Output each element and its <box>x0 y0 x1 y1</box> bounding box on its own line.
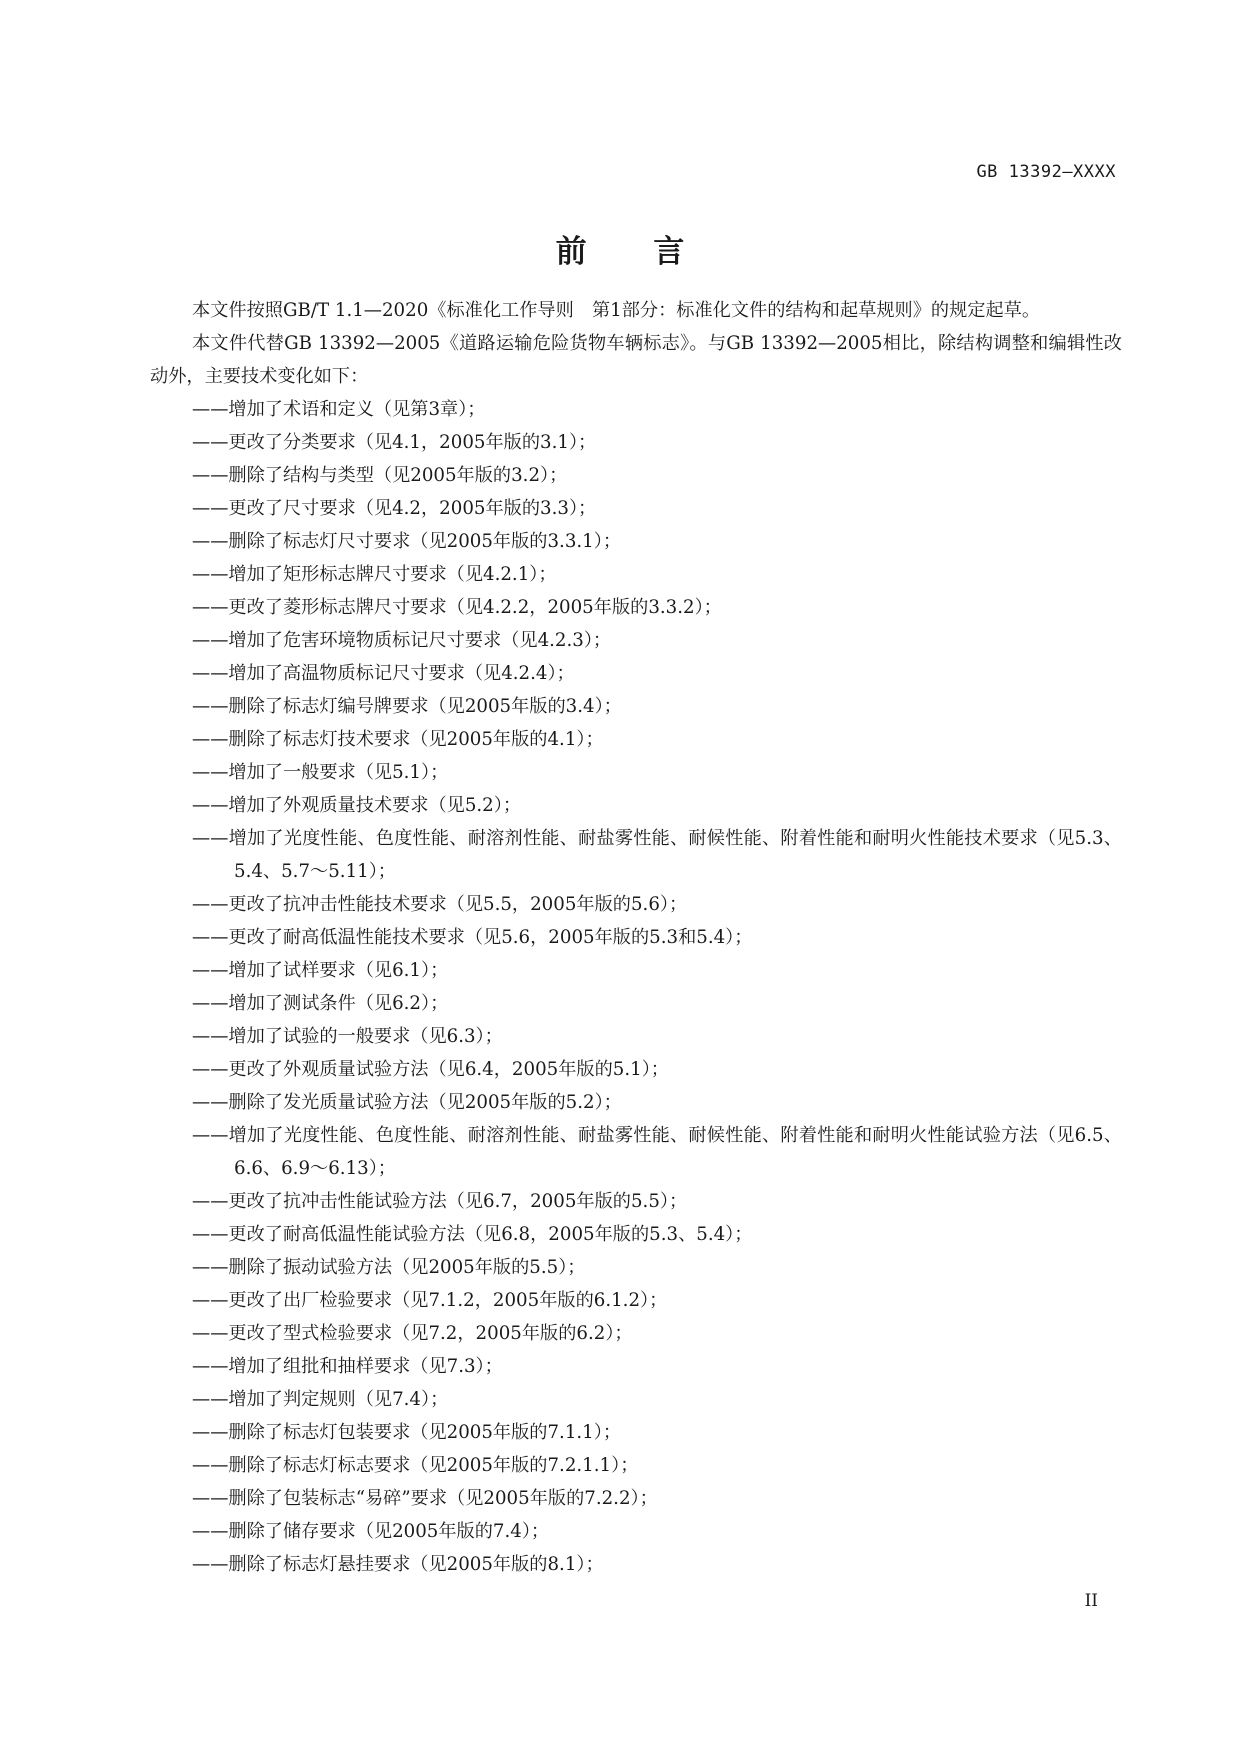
list-item: ——增加了光度性能、色度性能、耐溶剂性能、耐盐雾性能、耐候性能、附着性能和耐明火性能技术要求（见5.3、5.4、5.7～5.11）； <box>192 828 1122 882</box>
list-item: ——更改了型式检验要求（见7.2，2005年版的6.2）； <box>192 1323 633 1344</box>
list-item: ——更改了分类要求（见4.1，2005年版的3.1）； <box>192 432 597 453</box>
list-item: ——删除了振动试验方法（见2005年版的5.5）； <box>192 1257 586 1278</box>
list-item: ——增加了组批和抽样要求（见7.3）； <box>192 1356 503 1377</box>
list-item: ——更改了耐高低温性能技术要求（见5.6，2005年版的5.3和5.4）； <box>192 927 753 948</box>
list-item: ——删除了标志灯尺寸要求（见2005年版的3.3.1）； <box>192 531 622 552</box>
list-item: ——更改了抗冲击性能试验方法（见6.7，2005年版的5.5）； <box>192 1191 688 1212</box>
list-item: ——增加了判定规则（见7.4）； <box>192 1389 449 1410</box>
list-item: ——删除了标志灯编号牌要求（见2005年版的3.4）； <box>192 696 622 717</box>
list-item: ——增加了一般要求（见5.1）； <box>192 762 449 783</box>
list-item: ——删除了标志灯技术要求（见2005年版的4.1）； <box>192 729 604 750</box>
list-item: ——增加了试样要求（见6.1）； <box>192 960 449 981</box>
list-item: ——增加了术语和定义（见第3章）； <box>192 399 486 420</box>
list-item: ——更改了尺寸要求（见4.2，2005年版的3.3）； <box>192 498 597 519</box>
list-item: ——更改了外观质量试验方法（见6.4，2005年版的5.1）； <box>192 1059 669 1080</box>
list-item: ——删除了储存要求（见2005年版的7.4）； <box>192 1521 550 1542</box>
list-item: ——增加了矩形标志牌尺寸要求（见4.2.1）； <box>192 564 557 585</box>
list-item: ——更改了抗冲击性能技术要求（见5.5，2005年版的5.6）； <box>192 894 688 915</box>
list-item: ——增加了光度性能、色度性能、耐溶剂性能、耐盐雾性能、耐候性能、附着性能和耐明火性能试验方法（见6.5、6.6、6.9～6.13）； <box>192 1125 1122 1179</box>
list-item: ——更改了出厂检验要求（见7.1.2，2005年版的6.1.2）； <box>192 1290 668 1311</box>
intro-paragraph-replacement: 本文件代替GB 13392—2005《道路运输危险货物车辆标志》。与GB 13392—2005相比，除结构调整和编辑性改动外，主要技术变化如下： <box>150 333 1122 387</box>
list-item: ——删除了结构与类型（见2005年版的3.2）； <box>192 465 568 486</box>
document-code: GB 13392—XXXX <box>976 162 1116 182</box>
list-item: ——删除了标志灯悬挂要求（见2005年版的8.1）； <box>192 1554 604 1575</box>
list-item: ——删除了发光质量试验方法（见2005年版的5.2）； <box>192 1092 622 1113</box>
page-number: II <box>1084 1591 1098 1611</box>
list-item: ——增加了测试条件（见6.2）； <box>192 993 449 1014</box>
list-item: ——删除了标志灯包装要求（见2005年版的7.1.1）； <box>192 1422 622 1443</box>
list-item: ——删除了包装标志“易碎”要求（见2005年版的7.2.2）； <box>192 1488 658 1509</box>
list-item: ——更改了耐高低温性能试验方法（见6.8，2005年版的5.3、5.4）； <box>192 1224 753 1245</box>
page-title: 前 言 <box>555 234 713 270</box>
list-item: ——增加了危害环境物质标记尺寸要求（见4.2.3）； <box>192 630 612 651</box>
foreword-body <box>150 294 1122 1581</box>
list-item: ——增加了外观质量技术要求（见5.2）； <box>192 795 522 816</box>
list-item: ——删除了标志灯标志要求（见2005年版的7.2.1.1）； <box>192 1455 639 1476</box>
technical-changes-list <box>150 393 1122 1581</box>
list-item: ——增加了高温物质标记尺寸要求（见4.2.4）； <box>192 663 575 684</box>
list-item: ——更改了菱形标志牌尺寸要求（见4.2.2，2005年版的3.3.2）； <box>192 597 722 618</box>
intro-paragraph-drafting: 本文件按照GB/T 1.1—2020《标准化工作导则 第1部分：标准化文件的结构和起草规则》的规定起草。 <box>192 300 1041 321</box>
list-item: ——增加了试验的一般要求（见6.3）； <box>192 1026 503 1047</box>
